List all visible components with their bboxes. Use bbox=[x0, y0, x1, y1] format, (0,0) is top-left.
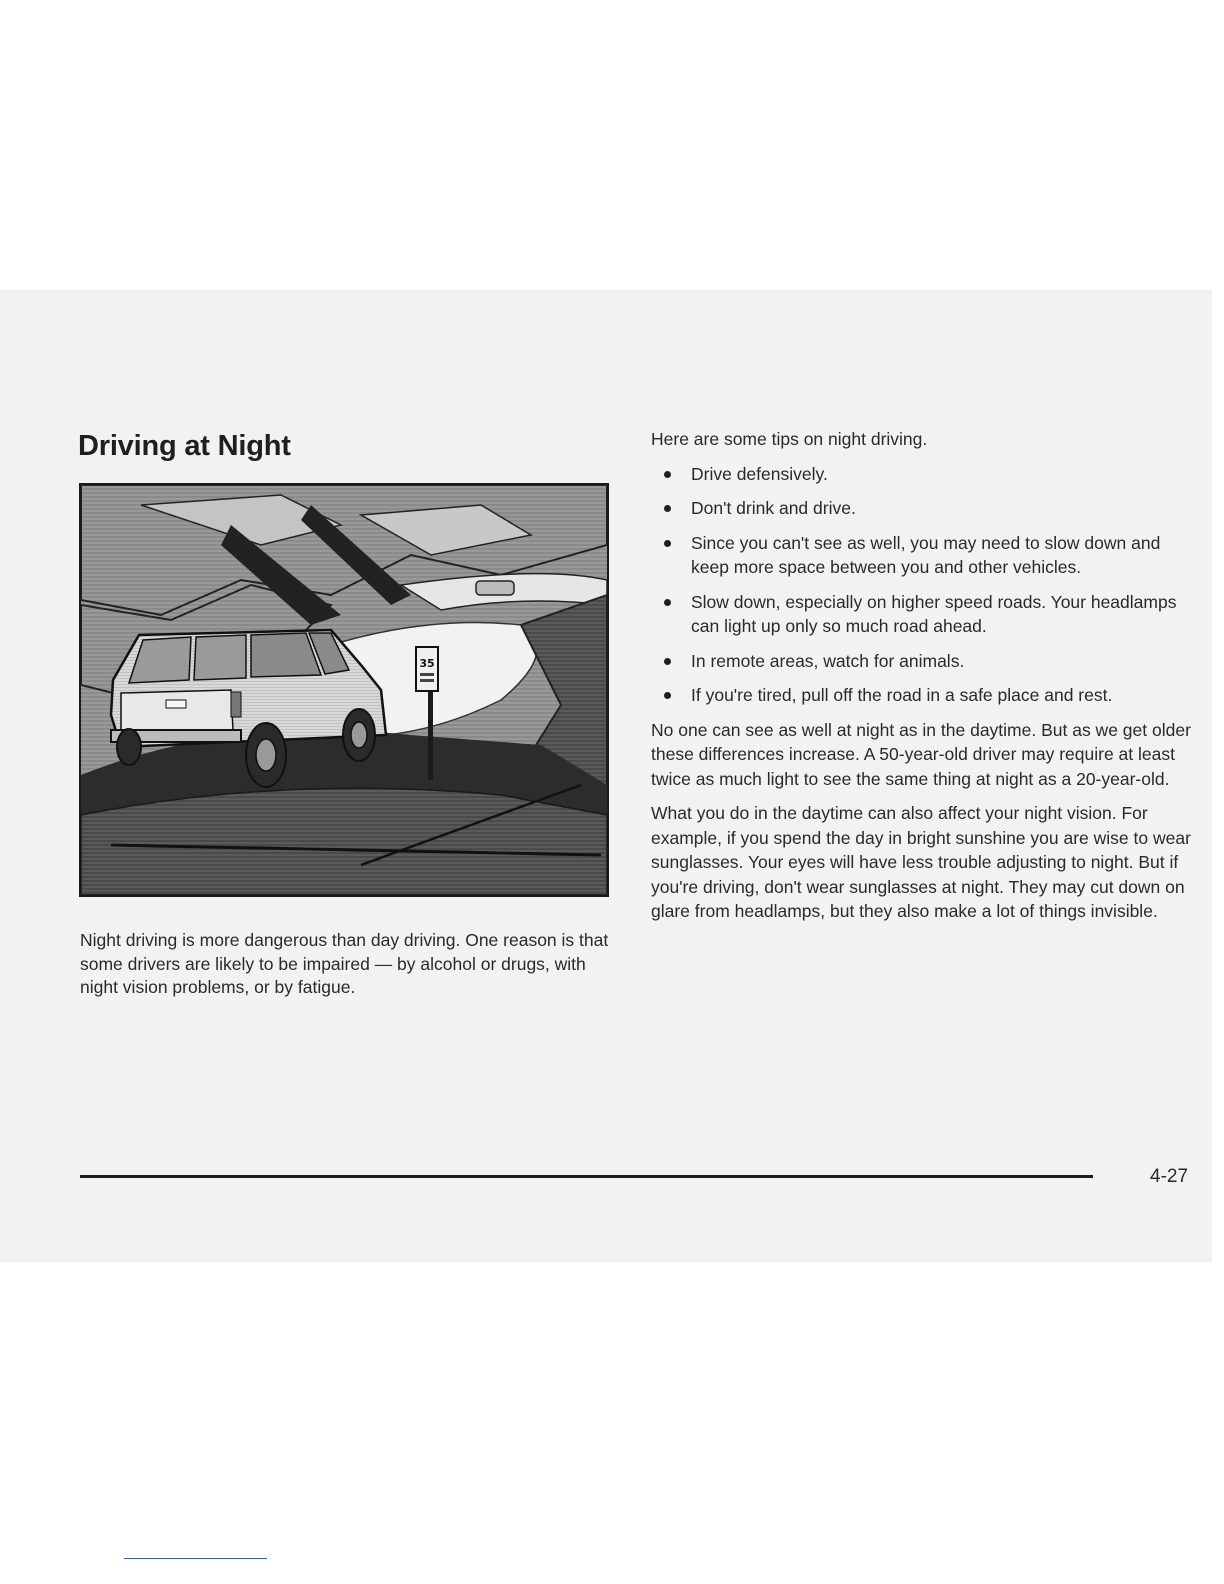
bullet-icon bbox=[664, 505, 671, 512]
bullet-icon bbox=[664, 658, 671, 665]
tip-text: If you're tired, pull off the road in a safe place and rest. bbox=[691, 685, 1113, 705]
tip-text: Slow down, especially on higher speed roads. Your headlamps can light up only so much road ahead. bbox=[691, 591, 1177, 636]
tip-text: Since you can't see as well, you may need to slow down and keep more space between you and other vehicles. bbox=[691, 532, 1161, 577]
list-item bbox=[651, 649, 1196, 674]
tip-text: In remote areas, watch for animals. bbox=[691, 650, 965, 671]
tip-text: Don't drink and drive. bbox=[691, 498, 856, 518]
speed-sign-number: 35 bbox=[419, 657, 435, 670]
tips-intro: Here are some tips on night driving. bbox=[651, 429, 928, 449]
bullet-icon bbox=[664, 471, 671, 478]
section-title: Driving at Night bbox=[78, 430, 291, 462]
list-item bbox=[651, 531, 1196, 580]
sign-post bbox=[428, 685, 433, 780]
bullet-icon bbox=[664, 692, 671, 699]
intro-paragraph: Night driving is more dangerous than day driving. One reason is that some drivers are likely to be impaired — by alcohol or drugs, with night vision problems, or by fatigue. bbox=[80, 930, 609, 997]
bullet-icon bbox=[664, 599, 671, 606]
tips-column bbox=[651, 427, 1196, 924]
list-item bbox=[651, 462, 1196, 487]
oncoming-car bbox=[476, 581, 514, 595]
night-driving-scene bbox=[81, 485, 607, 895]
page-number: 4-27 bbox=[1150, 1166, 1189, 1187]
tips-list bbox=[651, 462, 1196, 708]
bullet-icon bbox=[664, 540, 671, 547]
list-item bbox=[651, 590, 1196, 639]
list-item bbox=[651, 496, 1196, 521]
footer-rule bbox=[80, 1175, 1093, 1178]
night-driving-illustration bbox=[79, 483, 609, 897]
tip-text: Drive defensively. bbox=[691, 463, 828, 484]
link-underline bbox=[124, 1558, 267, 1559]
list-item bbox=[651, 683, 1196, 708]
sunglasses-paragraph: What you do in the daytime can also affect your night vision. For example, if you spend the day in bright sunshine you are wise to wear sunglasses. Your eyes will have less trouble adjusting to night. But if you're driving, don't wear sunglasses at night. They may cut down on glare from headlamps, but they also make a lot of things invisible. bbox=[651, 803, 1191, 921]
manual-page bbox=[0, 290, 1212, 1262]
aging-vision-paragraph: No one can see as well at night as in the daytime. But as we get older these differences increase. A 50-year-old driver may require at least twice as much light to see the same thing at night as a 20-year-old. bbox=[651, 719, 1191, 789]
